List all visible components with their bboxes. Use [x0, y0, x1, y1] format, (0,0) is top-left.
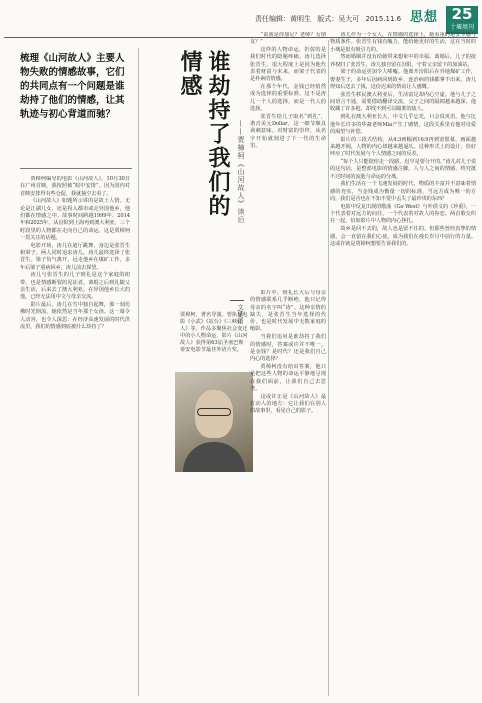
- article-headline: 谁劫持了我们的情感: [177, 50, 231, 218]
- article-column-left: [20, 176, 130, 694]
- paragraph: 电影中反复出现的歌曲《Go West》与叶倩文的《珍重》，一个代表着对远方的向往，一个代表着对故人的眷恋。两首歌交织在一起，恰如影片中人物的内心挣扎。: [330, 203, 476, 225]
- intro-summary: 梳理《山河故人》主要人物失败的情感故事，它们的共同点有一个问题是谁劫持了他们的情感，让其轨迹与初心背道而驰？: [20, 53, 125, 120]
- page-badge: [446, 6, 478, 34]
- intro-divider: [20, 168, 132, 169]
- portrait-shirt: [183, 442, 245, 472]
- paragraph: 张晋生给儿子取名“到礼”，谐音美元Dollar，这一细节颇具讽刺意味。对财富的崇拜，从名字开始就刻进了下一代的生命里。: [250, 113, 326, 149]
- paragraph: 梁子的命运更加令人唏嘘。他离开汾阳后在外地煤矿工作，娶妻生子，多年后因病回到故乡，连治病的钱都拿不出来。涛儿得知后送去了钱，这份迟来的情谊让人感慨。: [330, 69, 476, 91]
- article-byline: 文/姚雨: [230, 300, 244, 360]
- editor-label: 责任编辑：黄明生: [255, 15, 311, 23]
- article-column-right: [330, 32, 476, 696]
- section-title: 思想: [410, 10, 439, 25]
- paragraph: 影片的三段式结构，从4:3画幅到16:9再到宽银幕，画面越来越开阔，人物的内心却越来越逼仄。这种形式上的设计，恰好呼应了时代发展与个人情感之间的反差。: [330, 136, 476, 158]
- header-meta: [255, 14, 405, 24]
- paragraph: 然而婚姻并没有给她带来想象中的幸福。离婚后，儿子的抚养权归了张晋生，涛儿独自留在汾阳，守着父亲留下的加油站。: [330, 54, 476, 68]
- page-number: 25: [451, 5, 473, 23]
- paragraph: 涛儿与张晋生的儿子到礼是这个家庭的纽带，也是情感断裂的见证者。离婚之后到礼随父亲生活，后来去了澳大利亚，在异国他乡长大的他，已经无法用中文与母亲交流。: [20, 272, 130, 301]
- paragraph: “说我是你加足？老师？女朋友？”: [250, 32, 326, 46]
- publication-name: 十堰周刊: [449, 24, 474, 31]
- photo-caption: 贾樟柯，著名导演。曾执导电影《小武》《站台》《三峡好人》等，作品多聚焦社会变迁中的小人物命运，影片《山河故人》获得第63届圣塞巴斯蒂安电影节最佳外语片奖。: [180, 312, 248, 353]
- paragraph: 张晋生移民澳大利亚后，生活富足却内心空虚。他与儿子之间语言不通，需要借助翻译交流，父子之间的隔阂越来越深。他收藏了许多枪，却找不到可以瞄准的敌人。: [330, 91, 476, 113]
- paragraph: 涛儿作为一个女人，在情感的选择上，她看重的是安全感与物质条件。张晋生有钱有魄力，能给她更好的生活，这在当时的小城是很有吸引力的。: [330, 32, 476, 53]
- paragraph: 这或许正是《山河故人》最打动人的地方：它让我们在别人的故事里，看见自己的影子。: [250, 393, 326, 415]
- paragraph: 贾樟柯编导的电影《山河故人》，10月30日在广州首映，我按照被“暗中安排”。因为国内对首映安排得有些仓促，我就抽空去看了。: [20, 176, 130, 197]
- article-column-middle: [250, 290, 326, 695]
- article-column-middle-top: [250, 32, 326, 287]
- article-subhead: ——贾樟柯《山河故人》读后: [237, 120, 245, 224]
- paragraph: 故乡是回不去的，故人也是留不住的。但那些曾经真挚的情感，会一直留在我们心底，成为我们在漫长岁月中前行的力量。这或许就是贾樟柯想要告诉我们的。: [330, 226, 476, 247]
- paragraph: 到礼在澳大利亚长大，中文几乎忘光，只会说英语。他与比他年长许多的华裔老师Mia产生了感情，这段关系里有他对母爱的渴望与补偿。: [330, 114, 476, 135]
- paragraph: 贾樟柯没有给出答案，他只是把这些人物的命运平静地呈现在我们面前，让我们自己去思考。: [250, 363, 326, 392]
- issue-date: 2015.11.6: [365, 15, 402, 23]
- paragraph: 这样的人物命运，折射的是我们时代的隐秘疼痛。涛儿选择张晋生，很大程度上是因为他代表着财富与未来，而梁子代表的是朴素的情感。: [250, 47, 326, 83]
- paragraph: 我们生活在一个飞速发展的时代，物质的丰富并不意味着情感的充实。当金钱成为衡量一切的标准，当远方成为唯一的方向，我们是否也在不知不觉中丢失了最珍贵的东西？: [330, 181, 476, 203]
- paragraph: 电影开场，涛儿在迪厅跳舞，身边是张晋生和梁子。两人同时追求涛儿，涛儿最终选择了张晋生。梁子负气离开，远走他乡在煤矿工作。多年后梁子重病回乡，涛儿前去探望。: [20, 242, 130, 271]
- portrait-photo: [175, 372, 253, 472]
- portrait-glasses: [197, 408, 231, 416]
- column-divider: [328, 40, 329, 696]
- paragraph: 在那个年代，金钱已经悄然成为选择的重要标准，这不是涛儿一个人的选择，而是一代人的选择。: [250, 84, 326, 112]
- column-divider: [138, 48, 139, 696]
- paragraph: 当我们追问是谁劫持了我们的情感时，答案或许并不唯一。是金钱？是时代？还是我们自己内心的选择？: [250, 334, 326, 363]
- paragraph: 《山河故人》如题所示讲的是故土人情。无论是江湖儿女，还是拐入都市或走异国他乡，他们都在情感之中。故事时间跨越1999年、2014年和2025年，从汾阳到上海再到澳大利亚，三个时段里的人物都在走向自己的命运，这是贾樟柯一贯关注的话题。: [20, 198, 130, 241]
- paragraph: 影片中，到礼长大后与母亲的情感联系几乎断绝，他只记得母亲的名字叫“涛”。这种亲情的缺失，是张晋生当年选择的代价，也是时代发展中无数家庭的缩影。: [250, 290, 326, 333]
- layout-label: 版式：吴大可: [317, 15, 360, 23]
- paragraph: 影片最后，涛儿在雪中独自起舞，那一刻仿佛时光倒流，她依然是当年那个女孩。这一幕令人动容，也令人深思：在经济高速发展的时代洪流里，我们的情感到底被什么劫持了？: [20, 302, 130, 330]
- paragraph: “每个人只能陪你走一段路，迟早是要分开的。”涛儿对儿子说的这句话，是整部电影的情感注脚。人与人之间的情感，终究抵不过时间的流逝与命运的分离。: [330, 159, 476, 180]
